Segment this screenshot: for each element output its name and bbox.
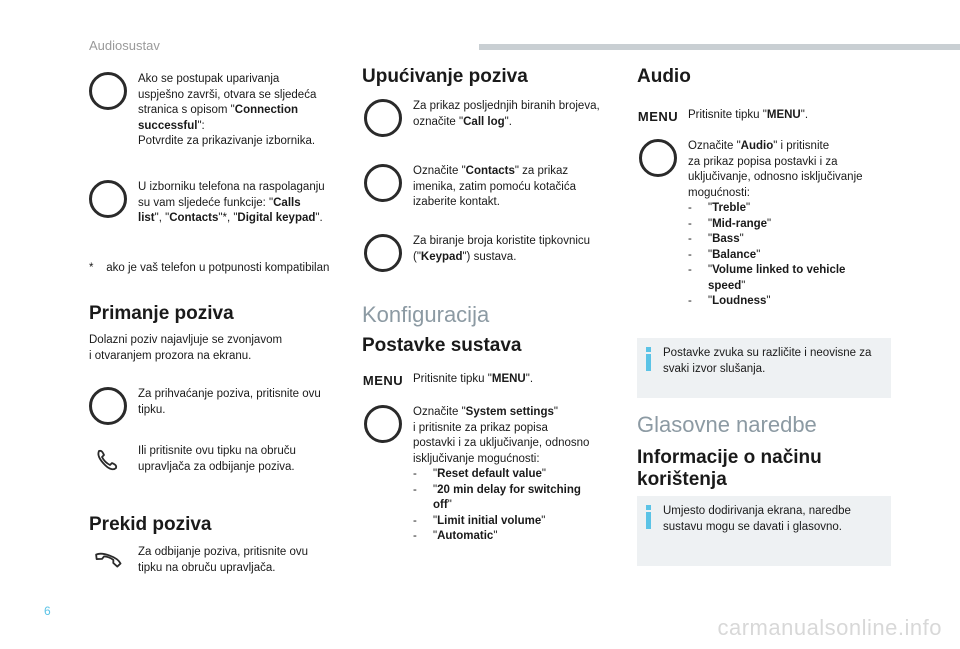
- instruction-text: Za odbijanje poziva, pritisnite ovu tipku na obruču upravljača.: [138, 546, 309, 574]
- footnote: * ako je vaš telefon u potpunosti kompatibilan: [89, 262, 330, 274]
- round-button-icon: [639, 139, 677, 177]
- info-icon: [646, 505, 651, 529]
- instruction-accept-call: [84, 387, 321, 425]
- list-item: - "20 min delay for switching: [413, 483, 581, 496]
- instruction-text: Pritisnite tipku "MENU".: [688, 109, 809, 121]
- round-button-icon: [89, 72, 127, 110]
- list-item: - "Mid-range": [688, 217, 772, 230]
- list-item: - "Reset default value": [413, 468, 547, 480]
- info-box-voice: Umjesto dodirivanja ekrana, naredbe sustavu mogu se davati i glasovno.: [637, 496, 891, 566]
- info-box-audio: Postavke zvuka su različite i neovisne za svaki izvor slušanja.: [637, 338, 891, 398]
- instruction-menu-press: [359, 372, 533, 388]
- round-button-icon: [89, 387, 127, 425]
- round-button-icon: [364, 405, 402, 443]
- list-item: off": [433, 499, 452, 511]
- instruction-text: Za prihvaćanje poziva, pritisnite ovu tipku.: [138, 388, 321, 416]
- list-item: - "Loudness": [688, 295, 771, 307]
- watermark: carmanualsonline.info: [717, 615, 942, 640]
- list-item: - "Limit initial volume": [413, 514, 546, 527]
- round-button-icon: [364, 164, 402, 202]
- section-header-label: Audiosustav: [89, 38, 160, 53]
- heading-configuration: Konfiguracija: [362, 302, 490, 327]
- header-divider-bar: [479, 44, 960, 50]
- instruction-contacts: [359, 164, 576, 211]
- list-item: - "Volume linked to vehicle: [688, 264, 846, 276]
- heading-end-call: Prekid poziva: [89, 514, 212, 535]
- list-item: - "Treble": [688, 202, 751, 214]
- info-icon: [646, 347, 651, 371]
- instruction-text: Označite "Audio" i pritisnite za prikaz popisa postavki i za uključivanje, odnosno isključivanje mogućnosti: - "Treble" - "Mid-range" - "Bass" - "Balance" - "Volume linked to vehicle speed" - "Loudness": [688, 139, 863, 310]
- heading-make-call: Upućivanje poziva: [362, 66, 528, 87]
- instruction-system-settings: [359, 405, 589, 545]
- instruction-text: Pritisnite tipku "MENU".: [413, 373, 534, 385]
- list-item: - "Bass": [688, 233, 744, 245]
- phone-hangup-icon: [84, 545, 132, 575]
- instruction-menu-press: [634, 108, 808, 124]
- page-number: 6: [44, 604, 51, 618]
- round-button-icon: [89, 180, 127, 218]
- heading-system-settings: Postavke sustava: [362, 335, 522, 356]
- instruction-reject-call: [84, 444, 296, 475]
- round-button-icon: [364, 234, 402, 272]
- receive-call-paragraph: Dolazni poziv najavljuje se zvonjavom i otvaranjem prozora na ekranu.: [89, 334, 283, 362]
- instruction-audio-settings: [634, 139, 863, 310]
- menu-key-icon: MENU: [362, 373, 404, 388]
- instruction-call-log: [359, 99, 600, 137]
- instruction-phone-menu: [84, 180, 325, 227]
- heading-voice-commands: Glasovne naredbe: [637, 412, 817, 437]
- list-item: - "Automatic": [413, 530, 498, 542]
- list-item: speed": [708, 279, 746, 292]
- instruction-end-call: [84, 545, 308, 576]
- instruction-text: Označite "Contacts" za prikaz imenika, zatim pomoću kotačića izaberite kontakt.: [413, 165, 576, 208]
- menu-key-icon: MENU: [637, 109, 679, 124]
- instruction-text: Označite "System settings" i pritisnite za prikaz popisa postavki i za uključivanje, odnosno isključivanje mogućnosti: - "Reset default value" - "20 min delay for switching off" - "Limit initial volume" - "Automatic": [413, 405, 589, 545]
- instruction-pairing-success: [84, 72, 316, 150]
- instruction-text: Za prikaz posljednjih biranih brojeva, označite "Call log".: [413, 100, 600, 128]
- heading-usage-info: Informacije o načinu korištenja: [637, 447, 822, 490]
- instruction-keypad: [359, 234, 590, 272]
- instruction-text: Ili pritisnite ovu tipku na obruču upravljača za odbijanje poziva.: [138, 445, 296, 473]
- round-button-icon: [364, 99, 402, 137]
- instruction-text: U izborniku telefona na raspolaganju su vam sljedeće funkcije: "Calls list", "Contacts"*, "Digital keypad".: [138, 181, 325, 224]
- heading-audio: Audio: [637, 66, 691, 87]
- instruction-text: Za biranje broja koristite tipkovnicu ("Keypad") sustava.: [413, 235, 591, 263]
- instruction-text: Ako se postupak uparivanja uspješno završi, otvara se sljedeća stranica s opisom "Connection successful": Potvrdite za prikazivanje izbornika.: [138, 73, 317, 147]
- phone-icon: [84, 444, 132, 474]
- list-item: - "Balance": [688, 248, 761, 261]
- heading-receive-call: Primanje poziva: [89, 303, 234, 324]
